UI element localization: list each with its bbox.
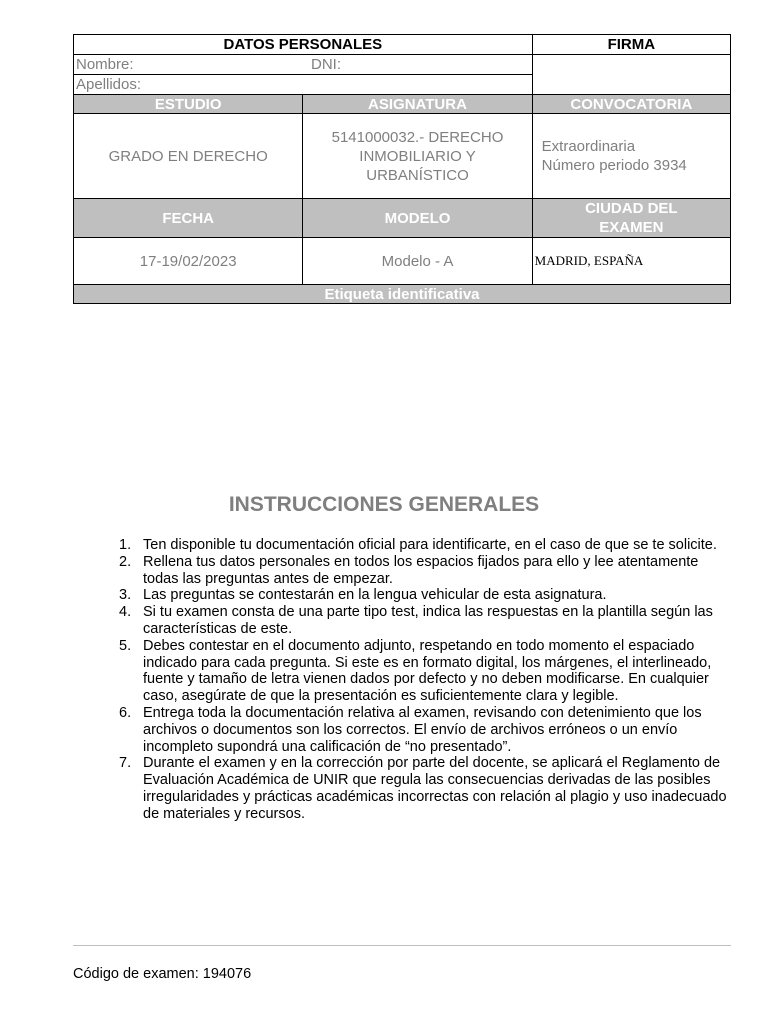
name-label: Nombre:: [76, 56, 134, 73]
date-value: 17-19/02/2023: [74, 238, 303, 285]
subject-value: 5141000032.- DERECHO INMOBILIARIO Y URBANÍSTICO: [303, 114, 532, 199]
dni-label: DNI:: [311, 56, 341, 73]
surname-field[interactable]: [74, 75, 533, 95]
instruction-item: 7. Durante el examen y en la corrección por parte del docente, se aplicará el Reglamento de Evaluación Académica de UNIR que regula las consecuencias derivadas de las posibles irregularidades y prácticas académicas incorrectas con relación al plagio y uso inadecuado de materiales y recursos.: [119, 755, 727, 822]
instruction-item: 2. Rellena tus datos personales en todos los espacios fijados para ello y lee atentamente todas las preguntas antes de empezar.: [119, 553, 699, 587]
surname-label: Apellidos:: [76, 76, 142, 93]
footer-divider: [73, 945, 731, 946]
call-type: Extraordinaria: [541, 138, 636, 155]
instructions-list: [119, 537, 733, 823]
call-value: [532, 114, 730, 199]
exam-code: Código de examen: 194076: [73, 966, 252, 982]
instruction-item: 6. Entrega toda la documentación relativa al examen, revisando con detenimiento que los archivos o documentos son los correctos. El envío de archivos erróneos o un envío incompleto supondrá una calificación de “no presentado”.: [119, 704, 702, 755]
instruction-item: 4. Si tu examen consta de una parte tipo test, indica las respuestas en la plantilla según las características de este.: [119, 604, 713, 637]
id-label-row: Etiqueta identificativa: [74, 285, 731, 304]
study-value: GRADO EN DERECHO: [74, 114, 303, 199]
model-value: Modelo - A: [303, 238, 532, 285]
call-period: Número periodo 3934: [541, 157, 687, 174]
instruction-item: 5. Debes contestar en el documento adjunto, respetando en todo momento el espaciado indicado para cada pregunta. Si este es en formato digital, los márgenes, el interlineado, fuente y tamaño de letra vienen dados por defecto y no deben modificarse. En cualquier caso, asegúrate de que la presentación es suficientemente clara y legible.: [119, 637, 712, 705]
instructions-title: INSTRUCCIONES GENERALES: [228, 493, 540, 516]
city-value: MADRID, ESPAÑA: [532, 238, 730, 285]
instruction-item: 1. Ten disponible tu documentación oficial para identificarte, en el caso de que se te solicite.: [119, 537, 717, 553]
instruction-item: 3. Las preguntas se contestarán en la lengua vehicular de esta asignatura.: [119, 587, 607, 604]
model-header: MODELO: [303, 199, 532, 238]
signature-header: FIRMA: [532, 35, 730, 55]
signature-box[interactable]: [532, 55, 730, 95]
personal-data-header: DATOS PERSONALES: [74, 35, 533, 55]
study-header: ESTUDIO: [74, 95, 303, 114]
call-header: CONVOCATORIA: [532, 95, 730, 114]
city-header: CIUDAD DEL EXAMEN: [532, 199, 730, 238]
date-header: FECHA: [74, 199, 303, 238]
exam-header-table: [73, 34, 731, 304]
name-field[interactable]: [74, 55, 533, 75]
subject-header: ASIGNATURA: [303, 95, 532, 114]
